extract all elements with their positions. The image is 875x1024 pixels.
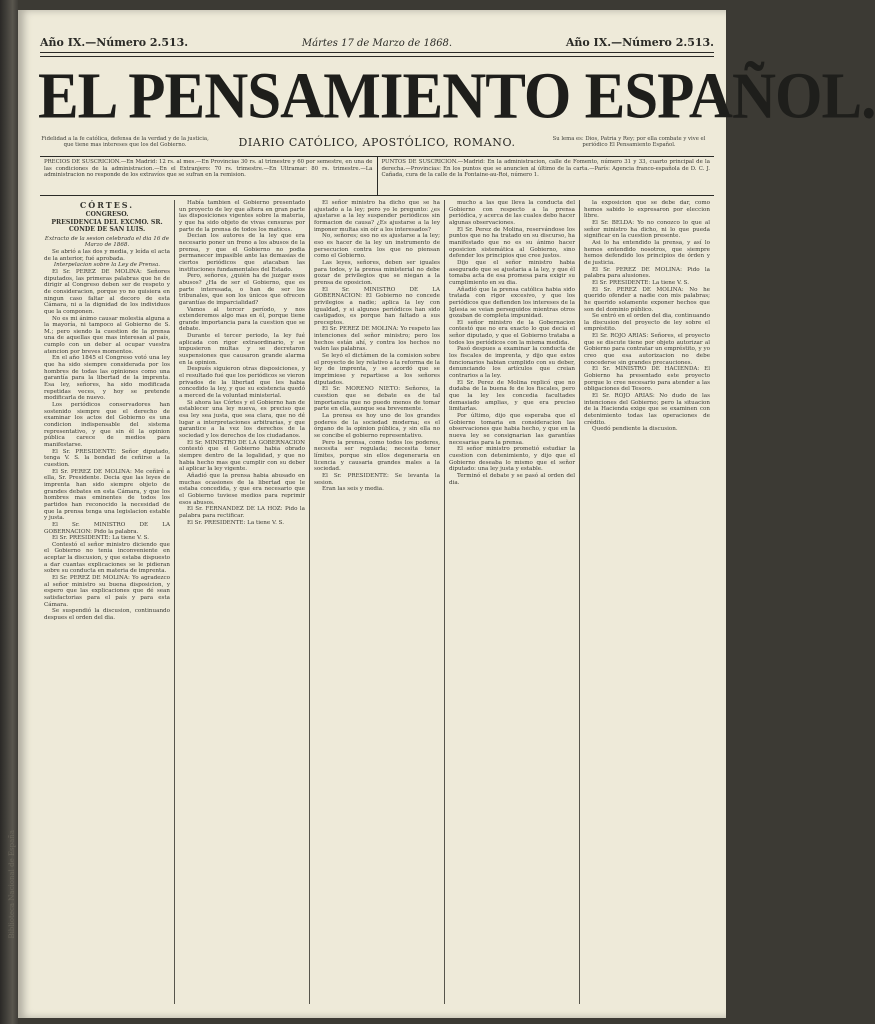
interpelacion-heading: Interpelacion sobre la Ley de Prensa. <box>53 262 161 269</box>
paragraph: El Sr. MINISTRO DE LA GOBERNACION: Pido la palabra. <box>44 521 170 535</box>
paragraph: La prensa es hoy uno de los grandes poderes de la sociedad moderna; es el órgano de la opinion pública, y sin ella no se concibe el gobierno representativo. <box>314 413 440 439</box>
subscription-prices: PRECIOS DE SUSCRICION.—En Madrid: 12 rs. al mes.—En Provincias 30 rs. al trimestre y 60 por semestre, en una de las condiciones de la administracion.—En el Extranjero: 70 rs. trimestre.—En Ultramar: 80 rs. trimestre.—La administracion no responde de los extravíos que se sufran en la remision. <box>44 159 373 179</box>
motto-right: Su lema es: Dios, Patria y Rey; por ella combate y vive el periódico El Pensamiento Español. <box>552 135 706 148</box>
column-3 <box>309 200 444 1004</box>
paragraph: Terminó el debate y se pasó al orden del dia. <box>449 472 575 486</box>
paragraph: No es mi ánimo causar molestia alguna a la mayoría, ni tampoco al Gobierno de S. M.; pero siendo la cuestion de la prensa una de aquellas que mas interesan al país, cumplo con un deber al ocupar vuestra atencion por breves momentos. <box>44 315 170 355</box>
paragraph: El Sr. PRESIDENTE: Se levanta la sesion. <box>314 472 440 486</box>
margin-note: Biblioteca Nacional de España <box>8 830 16 939</box>
paragraph: Quedó pendiente la discusion. <box>592 426 678 433</box>
paragraph: El Sr. BELDA: Yo no conozco lo que al señor ministro ha dicho, ni lo que pueda significar en la cuestion presente. <box>584 219 710 240</box>
paragraph: El señor ministro prometió estudiar la cuestion con detenimiento, y dijo que el Gobierno deseaba lo mismo que el señor diputado: una ley justa y estable. <box>449 446 575 473</box>
paragraph: El señor ministro de la Gobernacion contestó que no era exacto lo que decia el señor diputado, y que el Gobierno trataba a todos los periódicos con la misma medida. <box>449 319 575 346</box>
paragraph: Pasó despues a examinar la conducta de los fiscales de imprenta, y dijo que estos funcionarios habian cumplido con su deber, denunciando los artículos que creian contrarios a la ley. <box>449 346 575 380</box>
paragraph: Había tambien el Gobierno presentado un proyecto de ley que altera en gran parte las disposiciones vigentes sobre la materia, y que ha sido objeto de vivas censuras por parte de la prensa de todos los matices. <box>179 200 305 233</box>
paragraph: Vamos al tercer período, y nos extenderemos algo mas en él, porque tiene grande importancia para la cuestion que se debate. <box>179 306 305 333</box>
paragraph: El Sr. PEREZ DE MOLINA: Yo agradezco al señor ministro su buena disposicion, y espero que las explicaciones que dé sean satisfactorias para el país y para esta Cámara. <box>44 575 170 608</box>
paragraph: El Sr. PEREZ DE MOLINA: Yo respeto las intenciones del señor ministro; pero los hechos están ahí, y contra los hechos no valen las palabras. <box>314 326 440 353</box>
column-5 <box>579 200 714 1004</box>
paragraph: Decian los autores de la ley que era necesario poner un freno a los abusos de la prensa, y que el Gobierno no podia permanecer impasible ante las demasías de ciertos periódicos que atacaban las instituciones fundamentales del Estado. <box>179 233 305 273</box>
session-extract: Extracto de la sesion celebrada el dia 16 de Marzo de 1868. <box>44 235 170 249</box>
paragraph: El Sr. PEREZ DE MOLINA: Me ceñiré a ella, Sr. Presidente. Decia que las leyes de imprenta han sido siempre objeto de grandes debates en esta Cámara, y que los hombres mas eminentes de todos los partidos han reconocido la necesidad de que la prensa tenga una legislacion estable y justa. <box>44 468 170 522</box>
paragraph: El Sr. PRESIDENTE: Señor diputado, tenga V. S. la bondad de ceñirse a la cuestion. <box>44 448 170 468</box>
paragraph: El Sr. Perez de Molina replicó que no dudaba de la buena fe de los fiscales, pero que la ley les concedia facultades demasiado amplias, y que era preciso limitarlas. <box>449 379 575 413</box>
issue-number-left: Año IX.—Número 2.513. <box>40 36 189 49</box>
subscription-points: PUNTOS DE SUSCRICION.—Madrid: En la administracion, calle de Fomento, número 31 y 33, cuarto principal de la derecha.—Provincias: En los puntos que se anuncien al último de la carta.—París: Agencia franco-española de D. C. J. Cañada, cura de la calle de la Fontaine-au-Roi, número 1. <box>377 157 715 195</box>
paragraph: Las leyes, señores, deben ser iguales para todos, y la prensa ministerial no debe gozar de privilegios que se niegan a la prensa de oposicion. <box>314 259 440 286</box>
paragraph: El Sr. MINISTRO DE LA GOBERNACION: El Gobierno no concede privilegios a nadie; aplica la ley con igualdad, y si algunos periódicos han sido castigados, es porque han faltado a sus preceptos. <box>314 286 440 326</box>
paragraph: la exposicion que se debe dar, como hemos sabido lo expresaron por eleccion libre. <box>584 200 710 220</box>
chamber-title: CONGRESO. <box>85 210 129 218</box>
paragraph: El Sr. PRESIDENTE: La tiene V. S. <box>52 535 150 542</box>
paragraph: Si ahora las Córtes y el Gobierno han de establecer una ley nueva, es preciso que esa ley sea justa, que sea clara, que no dé lugar a interpretaciones arbitrarias, y que garantice a la vez los derechos de la sociedad y los derechos de los ciudadanos. <box>179 399 305 439</box>
paragraph: El Sr. MINISTRO DE LA GOBERNACION contestó que el Gobierno habia obrado siempre dentro de la legalidad, y que no habia hecho mas que cumplir con su deber al aplicar la ley vigente. <box>179 439 305 473</box>
paragraph: El señor ministro ha dicho que se ha ajustado a la ley; pero yo le pregunto: ¿es ajustarse a la ley suspender periódicos sin formacion de causa? ¿Es ajustarse a la ley imponer multas sin oír a los interesados? <box>314 200 440 233</box>
paragraph: No, señores; eso no es ajustarse a la ley; eso es hacer de la ley un instrumento de persecucion contra los que no piensan como el Gobierno. <box>314 233 440 260</box>
paragraph: Dijo que el señor ministro habia asegurado que se ajustaria a la ley, y que él tomaba acta de esa promesa para exigir su cumplimiento en su dia. <box>449 259 575 286</box>
paragraph: El Sr. ROJO ARIAS: No dudo de las intenciones del Gobierno; pero la situacion de la Hacienda exige que se examinen con detenimiento todas las operaciones de crédito. <box>584 393 710 426</box>
newspaper-page <box>18 10 875 1018</box>
paragraph: Después siguieron otras disposiciones, y el resultado fué que los periódicos se vieron privados de la libertad que les habia concedido la ley, y que su existencia quedó a merced de la voluntad ministerial. <box>179 366 305 400</box>
issue-number-right: Año IX.—Número 2.513. <box>565 36 714 49</box>
paragraph: Contestó el señor ministro diciendo que el Gobierno no tenia inconveniente en aceptar la discusion, y que estaba dispuesto a dar cuantas explicaciones se le pidieran sobre su conducta en materia de imprenta. <box>44 541 170 575</box>
paragraph: Pero, señores, ¿quién ha de juzgar esos abusos? ¿Ha de ser el Gobierno, que es parte interesada, o han de ser los tribunales, que son los únicos que ofrecen garantías de imparcialidad? <box>179 273 305 306</box>
paragraph: El Sr. PRESIDENTE: La tiene V. S. <box>187 519 285 526</box>
column-2 <box>174 200 309 1004</box>
paragraph: Pero la prensa, como todos los poderes, necesita ser regulada; necesita tener límites, porque sin ellos degeneraria en licencia y causaria grandes males a la sociedad. <box>314 439 440 473</box>
issue-date: Mártes 17 de Marzo de 1868. <box>301 38 453 49</box>
paragraph: Se leyó el dictámen de la comision sobre el proyecto de ley relativo a la reforma de la ley de imprenta, y se acordó que se imprimiese y repartiese a los señores diputados. <box>314 353 440 386</box>
paragraph: Se suspendió la discusion, continuando despues el orden del dia. <box>44 608 170 622</box>
issue-line <box>40 36 714 53</box>
article-columns <box>40 200 714 1004</box>
paragraph: Los periódicos conservadores han sostenido siempre que el derecho de examinar los actos del Gobierno es una condicion indispensable del sistema representativo, y que sin él la opinion pública carece de medios para manifestarse. <box>44 402 170 448</box>
section-title: CÓRTES. <box>79 200 135 210</box>
paragraph: El Sr. PEREZ DE MOLINA: No he querido ofender a nadie con mis palabras; he querido solamente exponer hechos que son del dominio público. <box>584 286 710 313</box>
paragraph: El Sr. PEREZ DE MOLINA: Señores diputados, las primeras palabras que he de dirigir al Congreso deben ser de respeto y de consideracion, porque yo no quisiera en ningun caso faltar al decoro de esta Cámara, ni a la dignidad de los individuos que la componen. <box>44 268 170 315</box>
paragraph: Eran las seis y media. <box>322 486 384 493</box>
paragraph: El Sr. MORENO NIETO: Señores, la cuestion que se debate es de tal importancia que no puedo menos de tomar parte en ella, aunque sea brevemente. <box>314 386 440 413</box>
masthead-title: EL PENSAMIENTO ESPAÑOL. <box>38 60 875 133</box>
paragraph: El Sr. ROJO ARIAS: Señores, el proyecto que se discute tiene por objeto autorizar al Gobierno para contratar un empréstito, y yo creo que esa autorizacion no debe concederse sin grandes precauciones. <box>584 333 710 366</box>
paragraph: El Sr. PEREZ DE MOLINA: Pido la palabra para alusiones. <box>584 266 710 280</box>
paragraph: El Sr. MINISTRO DE HACIENDA: El Gobierno ha presentado este proyecto porque lo cree necesario para atender a las obligaciones del Tesoro. <box>584 366 710 393</box>
column-1 <box>40 200 174 1004</box>
session-opening: Se abrió a las dos y media, y leída el acta de la anterior, fué aprobada. <box>44 248 170 262</box>
paragraph: Se entró en el orden del dia, continuando la discusion del proyecto de ley sobre el empréstito. <box>584 313 710 333</box>
header-rule <box>40 56 714 57</box>
paragraph: Asi lo ha entendido la prensa, y así lo hemos entendido nosotros, que siempre hemos defendido los principios de órden y de justicia. <box>584 239 710 266</box>
paragraph: mucho a las que lleva la conducta del Gobierno con respecto a la prensa periódica, y acerca de las cuales debo hacer algunas observaciones. <box>449 200 575 226</box>
presidency-line: PRESIDENCIA DEL EXCMO. SR. CONDE DE SAN LUIS. <box>51 219 163 233</box>
column-4 <box>444 200 579 1004</box>
subscription-band <box>40 156 714 196</box>
paragraph: Añadió que la prensa habia abusado en muchas ocasiones de la libertad que le estaba concedida, y que era necesario que el Gobierno tuviese medios para reprimir esos abusos. <box>179 472 305 506</box>
motto-left: Fidelidad a la fe católica, defensa de la verdad y de la justicia, que tiene mas intereses que los del Gobierno. <box>41 135 209 148</box>
paragraph: Durante el tercer periodo, la ley fué aplicada con rigor extraordinario, y se impusieron multas y se decretaron suspensiones que causaron grande alarma en la opinion. <box>179 333 305 366</box>
newspaper-subtitle: DIARIO CATÓLICO, APOSTÓLICO, ROMANO. <box>238 135 516 149</box>
masthead-subline <box>40 132 714 152</box>
paragraph: El Sr. Perez de Molina, reservándose los puntos que no ha tratado en su discurso, ha manifestado que no es su ánimo hacer oposicion sistemática al Gobierno, sino defender los principios que cree justos. <box>449 226 575 260</box>
paragraph: En el año 1845 el Congreso votó una ley que ha sido siempre considerada por los hombres de todas las opiniones como una garantía para la libertad de la imprenta. Esa ley, señores, ha sido modificada repetidas veces, y hoy se pretende modificarla de nuevo. <box>44 355 170 402</box>
paragraph: El Sr. PRESIDENTE: La tiene V. S. <box>592 279 690 286</box>
paragraph: El Sr. FERNANDEZ DE LA HOZ: Pido la palabra para rectificar. <box>179 506 305 519</box>
paragraph: Añadió que la prensa católica habia sido tratada con rigor excesivo, y que los periódicos que defienden los intereses de la Iglesia se veian perseguidos mientras otros gozaban de completa impunidad. <box>449 286 575 320</box>
paragraph: Por último, dijo que esperaba que el Gobierno tomaria en consideracion las observaciones que habia hecho, y que en la nueva ley se consignarian las garantías necesarias para la prensa. <box>449 413 575 446</box>
